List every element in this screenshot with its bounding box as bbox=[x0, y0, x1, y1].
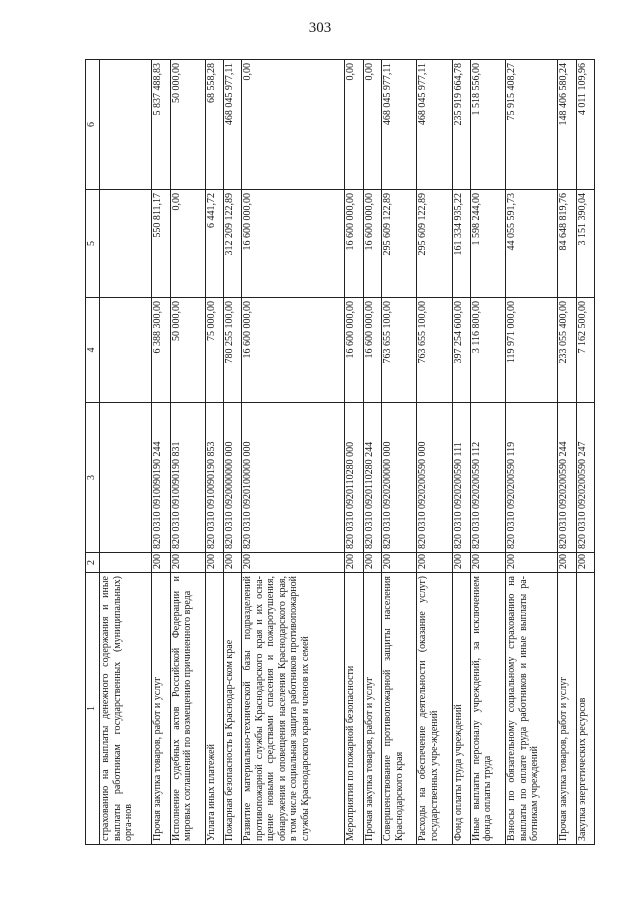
row-code-cell: 200 bbox=[417, 553, 452, 573]
row-executed-amount-cell: 0,00 bbox=[170, 190, 205, 298]
row-approved-amount-cell: 763 655 100,00 bbox=[382, 298, 417, 403]
row-executed-amount-cell: 84 648 819,76 bbox=[558, 190, 576, 298]
row-approved-amount-cell bbox=[100, 298, 152, 403]
row-remaining-amount-cell: 468 045 977,11 bbox=[382, 60, 417, 190]
column-header: 4 bbox=[86, 298, 100, 403]
row-classification-code-cell: 820 0310 0920100000 000 bbox=[242, 403, 345, 553]
row-code-cell bbox=[100, 553, 152, 573]
row-classification-code-cell bbox=[100, 403, 152, 553]
table-row bbox=[506, 60, 558, 845]
table-row bbox=[345, 60, 363, 845]
row-approved-amount-cell: 75 000,00 bbox=[205, 298, 223, 403]
row-code-cell: 200 bbox=[205, 553, 223, 573]
row-code-cell: 200 bbox=[242, 553, 345, 573]
row-remaining-amount-cell bbox=[100, 60, 152, 190]
row-classification-code-cell: 820 0310 0920200000 000 bbox=[382, 403, 417, 553]
row-remaining-amount-cell: 148 406 580,24 bbox=[558, 60, 576, 190]
row-code-cell: 200 bbox=[363, 553, 381, 573]
row-approved-amount-cell: 7 162 500,00 bbox=[576, 298, 594, 403]
row-code-cell: 200 bbox=[152, 553, 170, 573]
row-name-cell: Совершенствование противопожарной защиты населения Краснодарского края bbox=[382, 573, 417, 845]
row-executed-amount-cell: 295 609 122,89 bbox=[417, 190, 452, 298]
row-code-cell: 200 bbox=[382, 553, 417, 573]
row-executed-amount-cell bbox=[100, 190, 152, 298]
column-header: 2 bbox=[86, 553, 100, 573]
table-body bbox=[100, 60, 595, 845]
row-classification-code-cell: 820 0310 0910090190 831 bbox=[170, 403, 205, 553]
row-code-cell: 200 bbox=[224, 553, 242, 573]
row-executed-amount-cell: 16 600 000,00 bbox=[345, 190, 363, 298]
row-code-cell: 200 bbox=[506, 553, 558, 573]
row-remaining-amount-cell: 75 915 408,27 bbox=[506, 60, 558, 190]
row-executed-amount-cell: 312 209 122,89 bbox=[224, 190, 242, 298]
row-name-cell: Прочая закупка товаров, работ и услуг bbox=[363, 573, 381, 845]
row-executed-amount-cell: 295 609 122,89 bbox=[382, 190, 417, 298]
table-row bbox=[170, 60, 205, 845]
row-code-cell: 200 bbox=[345, 553, 363, 573]
row-name-cell: страхованию на выплаты денежного содержания и иные выплаты работникам государственных (муниципальных) орга-нов bbox=[100, 573, 152, 845]
row-classification-code-cell: 820 0310 0920200590 000 bbox=[417, 403, 452, 553]
row-remaining-amount-cell: 4 011 109,96 bbox=[576, 60, 594, 190]
row-name-cell: Закупка энергетических ресурсов bbox=[576, 573, 594, 845]
row-approved-amount-cell: 763 655 100,00 bbox=[417, 298, 452, 403]
row-classification-code-cell: 820 0310 0910090190 244 bbox=[152, 403, 170, 553]
row-name-cell: Пожарная безопасность в Краснодар-ском крае bbox=[224, 573, 242, 845]
row-name-cell: Прочая закупка товаров, работ и услуг bbox=[558, 573, 576, 845]
row-classification-code-cell: 820 0310 0920110280 000 bbox=[345, 403, 363, 553]
table-row bbox=[100, 60, 152, 845]
budget-table-rotated bbox=[85, 60, 595, 845]
row-executed-amount-cell: 6 441,72 bbox=[205, 190, 223, 298]
row-code-cell: 200 bbox=[170, 553, 205, 573]
row-remaining-amount-cell: 0,00 bbox=[242, 60, 345, 190]
row-remaining-amount-cell: 0,00 bbox=[345, 60, 363, 190]
row-remaining-amount-cell: 1 518 556,00 bbox=[470, 60, 505, 190]
row-classification-code-cell: 820 0310 0920110280 244 bbox=[363, 403, 381, 553]
row-approved-amount-cell: 16 600 000,00 bbox=[345, 298, 363, 403]
row-approved-amount-cell: 397 254 600,00 bbox=[452, 298, 470, 403]
row-name-cell: Фонд оплаты труда учреждений bbox=[452, 573, 470, 845]
row-classification-code-cell: 820 0310 0920200590 244 bbox=[558, 403, 576, 553]
row-remaining-amount-cell: 468 045 977,11 bbox=[417, 60, 452, 190]
row-executed-amount-cell: 16 600 000,00 bbox=[242, 190, 345, 298]
table-row bbox=[224, 60, 242, 845]
row-executed-amount-cell: 3 151 390,04 bbox=[576, 190, 594, 298]
row-approved-amount-cell: 16 600 000,00 bbox=[242, 298, 345, 403]
table-row bbox=[470, 60, 505, 845]
row-code-cell: 200 bbox=[470, 553, 505, 573]
row-name-cell: Прочая закупка товаров, работ и услуг bbox=[152, 573, 170, 845]
row-executed-amount-cell: 550 811,17 bbox=[152, 190, 170, 298]
row-approved-amount-cell: 119 971 000,00 bbox=[506, 298, 558, 403]
table-row bbox=[363, 60, 381, 845]
table-row bbox=[382, 60, 417, 845]
table-row bbox=[576, 60, 594, 845]
column-header: 3 bbox=[86, 403, 100, 553]
row-name-cell: Развитие материально-технической базы подразделений противопожарной службы Краснодарского края и их осна-щение новыми средствами спасения и пожаротушения, обнаружения и оповещения населения Краснодарского края, в том числе социальная защита работников противопожарной службы Краснодарского края и членов их семей bbox=[242, 573, 345, 845]
row-executed-amount-cell: 44 055 591,73 bbox=[506, 190, 558, 298]
row-approved-amount-cell: 780 255 100,00 bbox=[224, 298, 242, 403]
row-remaining-amount-cell: 68 558,28 bbox=[205, 60, 223, 190]
row-name-cell: Расходы на обеспечение деятельности (оказание услуг) государственных учре-ждений bbox=[417, 573, 452, 845]
row-remaining-amount-cell: 5 837 488,83 bbox=[152, 60, 170, 190]
column-header: 5 bbox=[86, 190, 100, 298]
row-name-cell: Иные выплаты персоналу учреждений, за исключением фонда оплаты труда bbox=[470, 573, 505, 845]
row-name-cell: Исполнение судебных актов Российской Федерации и мировых соглашений по возмещению причиненного вреда bbox=[170, 573, 205, 845]
budget-table bbox=[85, 59, 595, 845]
row-executed-amount-cell: 1 598 244,00 bbox=[470, 190, 505, 298]
table-row bbox=[452, 60, 470, 845]
table-row bbox=[558, 60, 576, 845]
column-header: 1 bbox=[86, 573, 100, 845]
row-code-cell: 200 bbox=[452, 553, 470, 573]
row-classification-code-cell: 820 0310 0910090190 853 bbox=[205, 403, 223, 553]
row-name-cell: Мероприятия по пожарной безопасности bbox=[345, 573, 363, 845]
table-row bbox=[417, 60, 452, 845]
row-executed-amount-cell: 161 334 935,22 bbox=[452, 190, 470, 298]
row-approved-amount-cell: 50 000,00 bbox=[170, 298, 205, 403]
row-approved-amount-cell: 16 600 000,00 bbox=[363, 298, 381, 403]
row-remaining-amount-cell: 235 919 664,78 bbox=[452, 60, 470, 190]
row-classification-code-cell: 820 0310 0920200590 247 bbox=[576, 403, 594, 553]
header-row bbox=[86, 60, 100, 845]
row-classification-code-cell: 820 0310 0920200590 111 bbox=[452, 403, 470, 553]
row-approved-amount-cell: 6 388 300,00 bbox=[152, 298, 170, 403]
column-header: 6 bbox=[86, 60, 100, 190]
row-approved-amount-cell: 233 055 400,00 bbox=[558, 298, 576, 403]
row-classification-code-cell: 820 0310 0920200590 112 bbox=[470, 403, 505, 553]
row-code-cell: 200 bbox=[576, 553, 594, 573]
row-remaining-amount-cell: 50 000,00 bbox=[170, 60, 205, 190]
row-remaining-amount-cell: 468 045 977,11 bbox=[224, 60, 242, 190]
row-approved-amount-cell: 3 116 800,00 bbox=[470, 298, 505, 403]
row-executed-amount-cell: 16 600 000,00 bbox=[363, 190, 381, 298]
row-code-cell: 200 bbox=[558, 553, 576, 573]
row-name-cell: Уплата иных платежей bbox=[205, 573, 223, 845]
table-row bbox=[242, 60, 345, 845]
table-row bbox=[205, 60, 223, 845]
row-remaining-amount-cell: 0,00 bbox=[363, 60, 381, 190]
row-classification-code-cell: 820 0310 0920200590 119 bbox=[506, 403, 558, 553]
page-number: 303 bbox=[308, 20, 332, 36]
row-name-cell: Взносы по обязательному социальному страхованию на выплаты по оплате труда работников и иные выплаты ра-ботникам учреждений bbox=[506, 573, 558, 845]
row-classification-code-cell: 820 0310 0920000000 000 bbox=[224, 403, 242, 553]
table-row bbox=[152, 60, 170, 845]
